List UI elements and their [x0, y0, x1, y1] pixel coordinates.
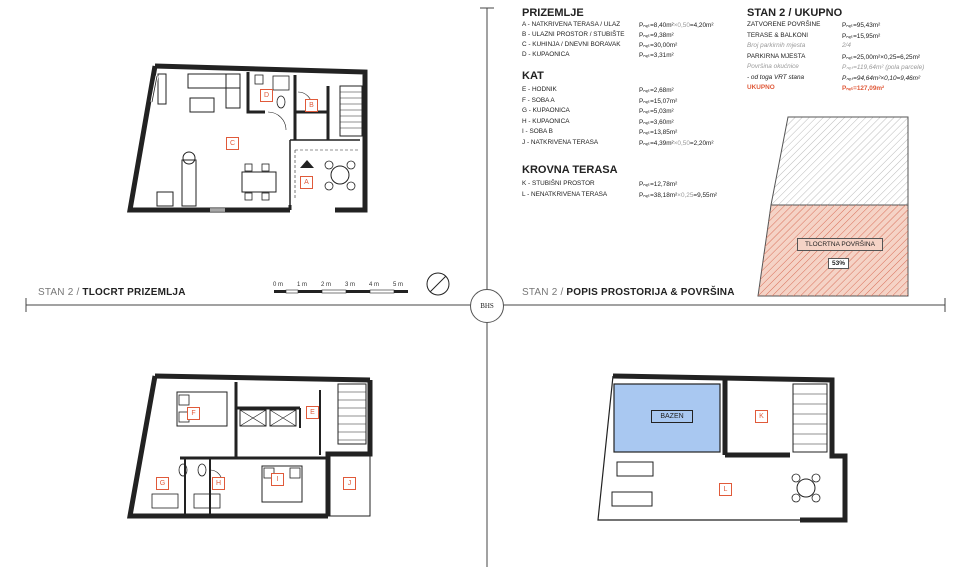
row-factor: ×0,50	[673, 22, 690, 29]
row-value: Pₙₑₜ=13,85m²	[639, 129, 678, 136]
row-value: Pₙₑₜ=30,00m²	[639, 42, 678, 49]
row-name: PARKIRNA MJESTA	[747, 52, 806, 60]
section-title-krovna: KROVNA TERASA	[522, 164, 618, 176]
room-label-k: K	[755, 410, 768, 423]
row-name: I - SOBA B	[522, 128, 553, 135]
room-label-l: L	[719, 483, 732, 496]
table-row	[747, 63, 925, 74]
list-caption-prefix: STAN 2 /	[522, 287, 564, 298]
row-name: Broj parkirnih mjesta	[747, 42, 806, 49]
row-value: Pₙₑₜ=94,64m²×0,10=9,46m²	[842, 74, 921, 82]
row-value: Pₙₑₜ=15,07m²	[639, 97, 678, 105]
section-title-kat: KAT	[522, 70, 544, 82]
table-row	[522, 117, 674, 129]
table-row	[522, 96, 678, 108]
row-name: L - NENATKRIVENA TERASA	[522, 191, 608, 198]
row-name: D - KUPAONICA	[522, 51, 570, 58]
row-name: G - KUPAONICA	[522, 107, 570, 114]
room-label-f: F	[187, 407, 200, 420]
scale-label-5: 5 m	[393, 282, 404, 288]
room-label-h: H	[212, 477, 225, 490]
section-title-prizemlje: PRIZEMLJE	[522, 7, 584, 19]
room-label-b: B	[305, 99, 318, 112]
row-result: =9,55m²	[693, 192, 718, 199]
logo-text: BHS	[480, 302, 494, 310]
row-name: H - KUPAONICA	[522, 117, 570, 125]
row-value: Pₙₑₜ=25,00m²×0,25=6,25m²	[842, 53, 921, 61]
row-value: Pₙₑₜ=8,40m²	[639, 22, 674, 29]
table-prizemlje	[522, 21, 714, 61]
row-name: ZATVORENE POVRŠINE	[747, 21, 821, 28]
site-coverage-percent: 53%	[828, 258, 849, 269]
room-label-c: C	[226, 137, 239, 150]
table-row	[747, 31, 881, 43]
room-label-i: I	[271, 473, 284, 486]
table-row	[747, 21, 881, 32]
row-value: Pₙₑₜ=3,31m²	[639, 52, 674, 59]
table-row	[747, 73, 921, 85]
scale-label-4: 4 m	[369, 282, 380, 288]
row-value: Pₙₑₜ=15,95m²	[842, 32, 881, 40]
table-row	[522, 128, 678, 139]
scale-label-3: 3 m	[345, 282, 356, 288]
table-row	[522, 51, 674, 61]
row-name: B - ULAZNI PROSTOR / STUBIŠTE	[522, 31, 625, 38]
row-value: Pₙₑₜ=2,68m²	[639, 87, 674, 94]
table-row	[747, 84, 885, 95]
row-value: Pₙₑₜ=9,38m²	[639, 32, 674, 39]
row-name: K - STUBIŠNI PROSTOR	[522, 180, 595, 187]
table-row	[522, 180, 678, 191]
table-row	[747, 52, 921, 64]
row-name: E - HODNIK	[522, 86, 557, 93]
scale-label-1: 1 m	[297, 282, 308, 288]
row-name: - od toga VRT stana	[747, 73, 805, 81]
row-value: 2/4	[842, 42, 851, 49]
row-result: =2,20m²	[689, 139, 714, 147]
room-label-d: D	[260, 89, 273, 102]
row-name: Površina okućnice	[747, 63, 799, 70]
room-label-a: A	[300, 176, 313, 189]
table-row	[522, 86, 674, 97]
table-ukupno	[747, 21, 925, 95]
row-name: F - SOBA A	[522, 96, 555, 104]
row-name: TERASE & BALKONI	[747, 31, 809, 39]
row-value: Pₙₑₜ=119,64m² (pola parcele)	[842, 64, 925, 71]
row-name: A - NATKRIVENA TERASA / ULAZ	[522, 21, 621, 28]
ground-caption-prefix: STAN 2 /	[38, 287, 80, 298]
row-value: Pₙₑₜ=12,78m²	[639, 181, 678, 188]
room-label-j: J	[343, 477, 356, 490]
section-title-ukupno: STAN 2 / UKUPNO	[747, 7, 843, 19]
table-kat	[522, 86, 714, 149]
company-logo	[470, 289, 504, 323]
table-row	[747, 42, 851, 53]
table-row	[522, 41, 678, 51]
row-result: =4,20m²	[689, 22, 714, 29]
table-krovna	[522, 180, 718, 202]
row-value: Pₙₑₜ=4,39m²	[639, 139, 674, 147]
table-row	[522, 21, 714, 31]
list-caption-title: POPIS PROSTORIJA & POVRŠINA	[566, 287, 735, 298]
site-coverage-text: TLOCRTNA POVRŠINA	[805, 241, 875, 248]
row-factor: ×0,25	[677, 192, 694, 199]
ground-caption-title: TLOCRT PRIZEMLJA	[82, 287, 186, 298]
table-row	[522, 138, 714, 150]
row-value: Pₙₑₜ=5,03m²	[639, 108, 674, 115]
row-name: C - KUHINJA / DNEVNI BORAVAK	[522, 41, 621, 48]
row-value: Pₙₑₜ=127,09m²	[842, 85, 885, 92]
row-value: Pₙₑₜ=38,18m²	[639, 192, 678, 199]
row-value: Pₙₑₜ=3,60m²	[639, 118, 674, 126]
room-label-bazen: BAZEN	[651, 410, 693, 423]
scale-label-0: 0 m	[273, 282, 284, 288]
row-name: J - NATKRIVENA TERASA	[522, 138, 599, 146]
table-row	[522, 107, 674, 118]
row-factor: ×0,50	[673, 139, 690, 147]
room-label-e: E	[306, 406, 319, 419]
row-name: UKUPNO	[747, 84, 775, 91]
table-row	[522, 191, 718, 202]
table-row	[522, 31, 674, 41]
row-value: Pₙₑₜ=95,43m²	[842, 22, 881, 29]
room-label-g: G	[156, 477, 169, 490]
scale-label-2: 2 m	[321, 282, 332, 288]
